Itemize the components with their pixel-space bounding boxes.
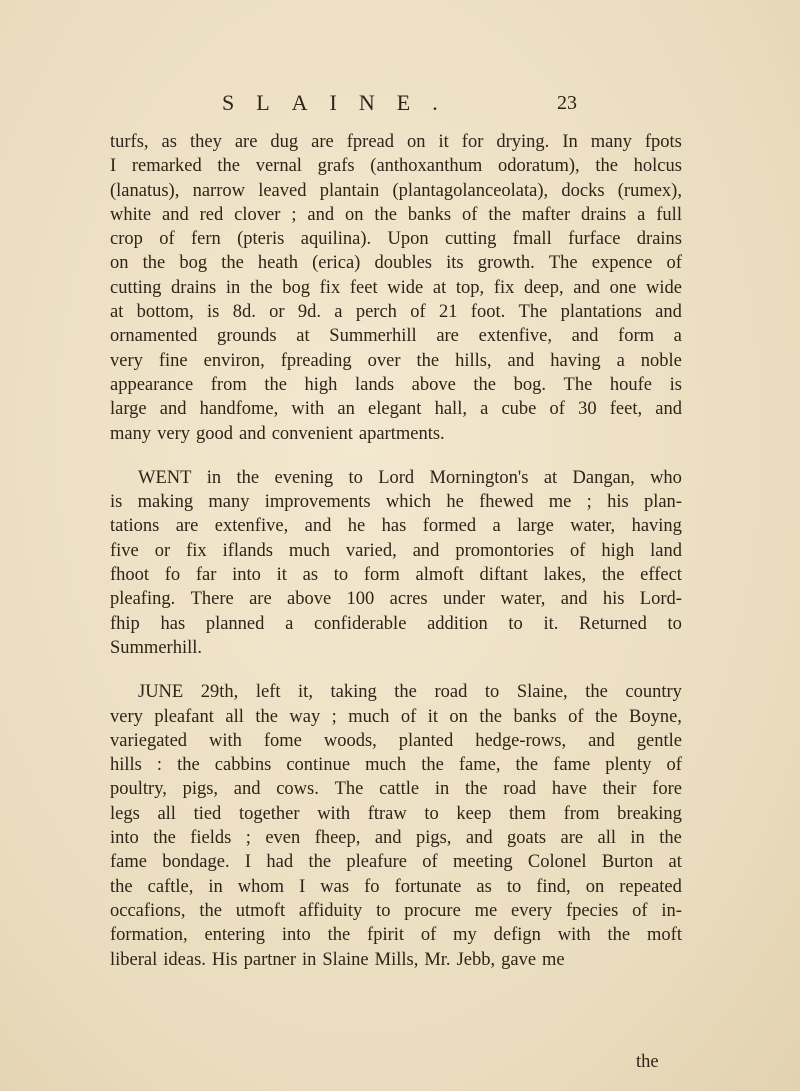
text-line: into the fields ; even fheep, and pigs, and goats are all in the (110, 828, 682, 849)
text-line: is making many improvements which he fhewed me ; his plan- (110, 492, 682, 513)
text-line: very fine environ, fpreading over the hills, and having a noble (110, 350, 682, 371)
text-line: crop of fern (pteris aquilina). Upon cutting fmall furface drains (110, 229, 682, 250)
text-line: large and handfome, with an elegant hall, a cube of 30 feet, and (110, 399, 682, 420)
catchword: the (636, 1052, 659, 1072)
text-line: the caftle, in whom I was fo fortunate as to find, on repeated (110, 876, 682, 897)
text-line: Summerhill. (110, 637, 202, 658)
text-line: fhoot fo far into it as to form almoft diftant lakes, the effect (110, 565, 682, 586)
text-line: five or fix iflands much varied, and promontories of high land (110, 540, 682, 561)
paragraph (110, 680, 682, 972)
paragraph-break (110, 446, 682, 466)
text-line: liberal ideas. His partner in Slaine Mills, Mr. Jebb, gave me (110, 949, 565, 970)
text-line: white and red clover ; and on the banks of the mafter drains a full (110, 204, 682, 225)
text-line: variegated with fome woods, planted hedge-rows, and gentle (110, 730, 682, 751)
text-line: cutting drains in the bog fix feet wide at top, fix deep, and one wide (110, 277, 682, 298)
text-line: hills : the cabbins continue much the fame, the fame plenty of (110, 755, 682, 776)
text-line: at bottom, is 8d. or 9d. a perch of 21 foot. The plantations and (110, 302, 682, 323)
text-line: (lanatus), narrow leaved plantain (plantagolanceolata), docks (rumex), (110, 180, 682, 201)
text-line: tations are extenfive, and he has formed a large water, having (110, 516, 682, 537)
text-line: turfs, as they are dug are fpread on it for drying. In many fpots (110, 132, 682, 152)
text-line: I remarked the vernal grafs (anthoxanthum odoratum), the holcus (110, 156, 682, 177)
text-line: JUNE 29th, left it, taking the road to Slaine, the country (138, 682, 682, 703)
text-line: on the bog the heath (erica) doubles its growth. The expence of (110, 253, 682, 274)
text-line: very pleafant all the way ; much of it on the banks of the Boyne, (110, 706, 682, 727)
text-line: formation, entering into the fpirit of my defign with the moft (110, 925, 682, 946)
text-line: ornamented grounds at Summerhill are extenfive, and form a (110, 326, 682, 347)
text-line: WENT in the evening to Lord Mornington's at Dangan, who (138, 467, 682, 488)
paragraph (110, 466, 682, 660)
body-text (110, 130, 682, 972)
running-head: SLAINE. (222, 90, 460, 115)
text-line: legs all tied together with ftraw to keep them from breaking (110, 803, 682, 824)
text-line: poultry, pigs, and cows. The cattle in the road have their fore (110, 779, 682, 800)
text-line: occafions, the utmoft affiduity to procure me every fpecies of in- (110, 900, 682, 921)
paragraph-break (110, 660, 682, 680)
text-line: many very good and convenient apartments. (110, 423, 445, 444)
page-number: 23 (557, 92, 577, 114)
text-line: appearance from the high lands above the bog. The houfe is (110, 374, 682, 395)
text-line: pleafing. There are above 100 acres under water, and his Lord- (110, 589, 682, 610)
text-line: fame bondage. I had the pleafure of meeting Colonel Burton at (110, 852, 682, 873)
text-line: fhip has planned a confiderable addition to it. Returned to (110, 613, 682, 634)
paragraph (110, 130, 682, 446)
